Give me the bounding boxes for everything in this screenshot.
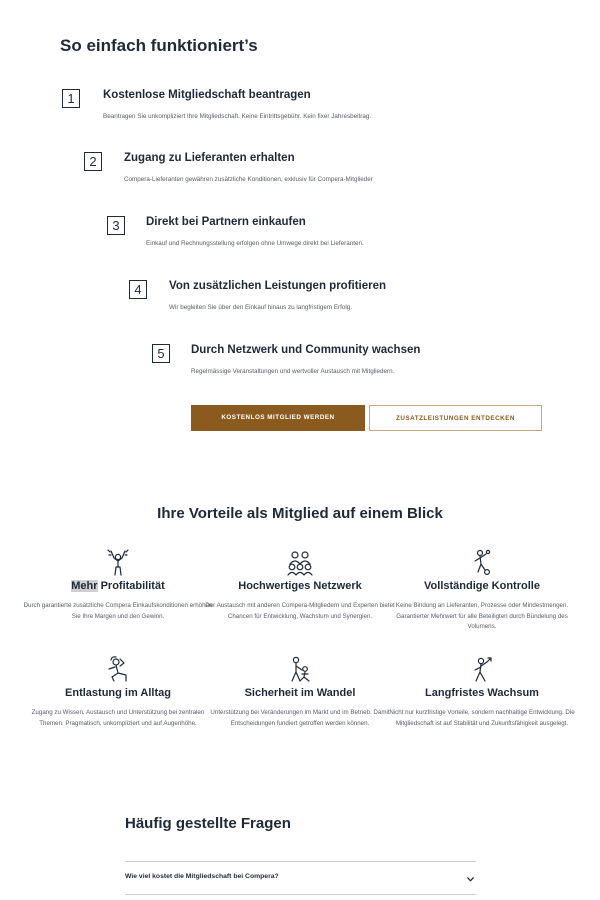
step-description: Compera-Lieferanten gewähren zusätzliche Konditionen, exklusiv für Compera-Mitglieder [124,176,373,183]
benefit-card [205,655,395,729]
benefit-title: Langfristes Wachsum [425,687,539,699]
benefit-card [23,655,213,729]
faq-question: Wie viel kostet die Mitgliedschaft bei Compera? [125,873,279,880]
benefits-section-title: Ihre Vorteile als Mitglied auf einem Blick [157,505,443,522]
step-description: Beantragen Sie unkompliziert Ihre Mitgliedschaft. Keine Eintrittsgebühr. Kein fixer Jahresbeitrag. [103,113,372,120]
step-number: 3 [107,216,125,235]
step-number: 5 [152,344,170,363]
step-title: Durch Netzwerk und Community wachsen [191,344,421,356]
steps-section-title: So einfach funktioniert’s [60,36,258,55]
benefit-card [205,548,395,622]
benefit-description: Nicht nur kurzfristige Vorteile, sondern nachhaltige Entwicklung. Die Mitgliedschaft ist auf Stabilität und Zukunftsfähigkeit ausgelegt. [389,709,575,727]
step-title: Direkt bei Partnern einkaufen [146,216,306,228]
benefit-card [23,548,213,622]
benefit-title: Mehr Profitabilität [71,580,165,592]
step-description: Wir begleiten Sie über den Einkauf hinaus zu langfristigem Erfolg. [169,304,353,311]
benefit-card [387,548,577,633]
step-number: 4 [129,280,147,299]
juggling-person-icon [471,548,493,576]
benefit-description: Durch garantierte zusätzliche Compera Einkaufskonditionen erhöhen Sie Ihre Margen und den Gewinn. [23,602,213,620]
step-title: Von zusätzlichen Leistungen profitieren [169,280,387,292]
benefit-title: Hochwertiges Netzwerk [238,580,362,592]
step-number: 2 [84,152,102,171]
step-title: Zugang zu Lieferanten erhalten [124,152,295,164]
step-description: Regelmässige Veranstaltungen und wertvoller Austausch mit Mitgliedern. [191,368,395,375]
become-member-button[interactable]: KOSTENLOS MITGLIED WERDEN [191,405,365,431]
benefit-description: Zugang zu Wissen, Austausch und Unterstützung bei zentralen Themen. Pragmatisch, unkompliziert und auf Augenhöhe. [31,709,205,727]
step-description: Einkauf und Rechnungsstellung erfolgen ohne Umwege direkt bei Lieferanten. [146,240,364,247]
chevron-down-icon[interactable] [467,877,474,882]
step-title: Kostenlose Mitgliedschaft beantragen [103,89,311,101]
faq-item[interactable] [125,861,476,895]
support-people-icon [287,655,313,683]
benefit-description: Der Austausch mit anderen Compera-Mitgliedern und Experten bietet Chancen für Entwicklung, Wachstum und Synergien. [205,602,395,620]
benefit-title: Entlastung im Alltag [65,687,171,699]
benefit-card [387,655,577,729]
benefit-title: Vollständige Kontrolle [424,580,540,592]
celebrating-person-icon [105,548,131,576]
relaxing-person-icon [105,655,131,683]
growth-person-icon [469,655,495,683]
benefit-description: Unterstützung bei Veränderungen im Markt und im Betrieb. Damit Entscheidungen fundiert getroffen werden können. [210,709,390,727]
benefit-description: Keine Bindung an Lieferanten, Prozesse oder Mindestmengen. Garantierter Mehrwert für alle Beteiligten durch Bündelung des Volumens. [395,602,569,630]
step-number: 1 [62,89,80,108]
faq-section-title: Häufig gestellte Fragen [125,815,291,832]
benefit-title: Sicherheit im Wandel [244,687,356,699]
group-network-icon [286,548,314,576]
discover-services-button[interactable]: ZUSATZLEISTUNGEN ENTDECKEN [369,405,542,431]
